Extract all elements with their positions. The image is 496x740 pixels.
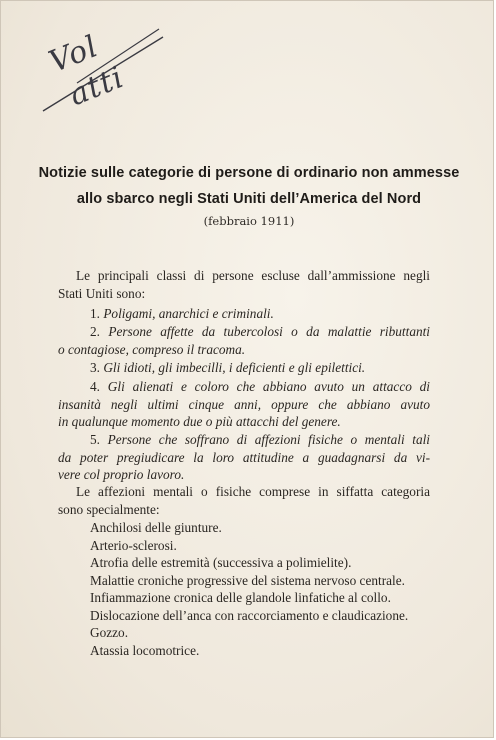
list-item: Dislocazione dell’anca con raccorciamento e claudicazione. <box>90 607 409 623</box>
document-title-line-2: allo sbarco negli Stati Uniti dell’America del Nord <box>76 191 422 207</box>
affezioni-paragraph <box>58 483 430 518</box>
item-text: insanità negli ultimi cinque anni, oppure che abbiano avuto <box>58 396 430 412</box>
list-item: Atassia locomotrice. <box>90 642 200 658</box>
item-number: 2. <box>90 324 100 339</box>
item-number: 3. <box>90 360 100 375</box>
item-text: o contagiose, compreso il tracoma. <box>58 341 246 357</box>
affezioni-line: Le affezioni mentali o fisiche comprese in siffatta categoria <box>76 484 430 499</box>
list-item: Atrofia delle estremità (successiva a polimielite). <box>90 555 352 570</box>
affezioni-line: sono specialmente: <box>58 501 160 517</box>
list-item-4 <box>58 378 430 431</box>
item-text: da poter pregiudicare la loro attitudine a guadagnarsi da vi- <box>58 449 430 465</box>
intro-line: Stati Uniti sono: <box>58 285 146 301</box>
document-date: (febbraio 1911) <box>203 214 295 228</box>
item-text: vere col proprio lavoro. <box>58 467 185 482</box>
list-item: Malattie croniche progressive del sistema nervoso centrale. <box>90 572 405 588</box>
list-item: Infiammazione cronica delle glandole linfatiche al collo. <box>90 590 391 605</box>
item-text: Persone che soffrano di affezioni fisiche o mentali tali <box>107 432 430 447</box>
item-text: Gli alienati e coloro che abbiano avuto un attacco di <box>107 379 430 394</box>
intro-line: Le principali classi di persone escluse dall’ammissione negli <box>76 268 430 283</box>
item-text: in qualunque momento due o più attacchi del genere. <box>58 414 341 429</box>
item-number: 4. <box>90 379 100 394</box>
list-item-3 <box>58 359 430 377</box>
list-item: Arterio-sclerosi. <box>90 537 177 553</box>
list-item-1 <box>58 305 430 323</box>
document-title-line-1: Notizie sulle categorie di persone di ordinario non ammesse <box>38 165 460 181</box>
list-item-5 <box>58 431 430 484</box>
list-item: Gozzo. <box>90 625 129 640</box>
item-number: 5. <box>90 432 100 447</box>
item-text: Persone affette da tubercolosi o da malattie ributtanti <box>108 324 431 339</box>
list-item: Anchilosi delle giunture. <box>90 520 222 535</box>
handwriting-line-2: atti <box>64 59 130 114</box>
item-text: Gli idioti, gli imbecilli, i deficienti e gli epilettici. <box>103 360 366 375</box>
affezioni-list <box>58 519 430 659</box>
item-text: Poligami, anarchici e criminali. <box>103 306 274 321</box>
handwritten-annotation <box>41 19 171 119</box>
handwriting-line-1: Vol <box>44 28 104 81</box>
intro-paragraph <box>58 267 430 302</box>
list-item-2 <box>58 323 430 358</box>
item-number: 1. <box>90 306 100 321</box>
